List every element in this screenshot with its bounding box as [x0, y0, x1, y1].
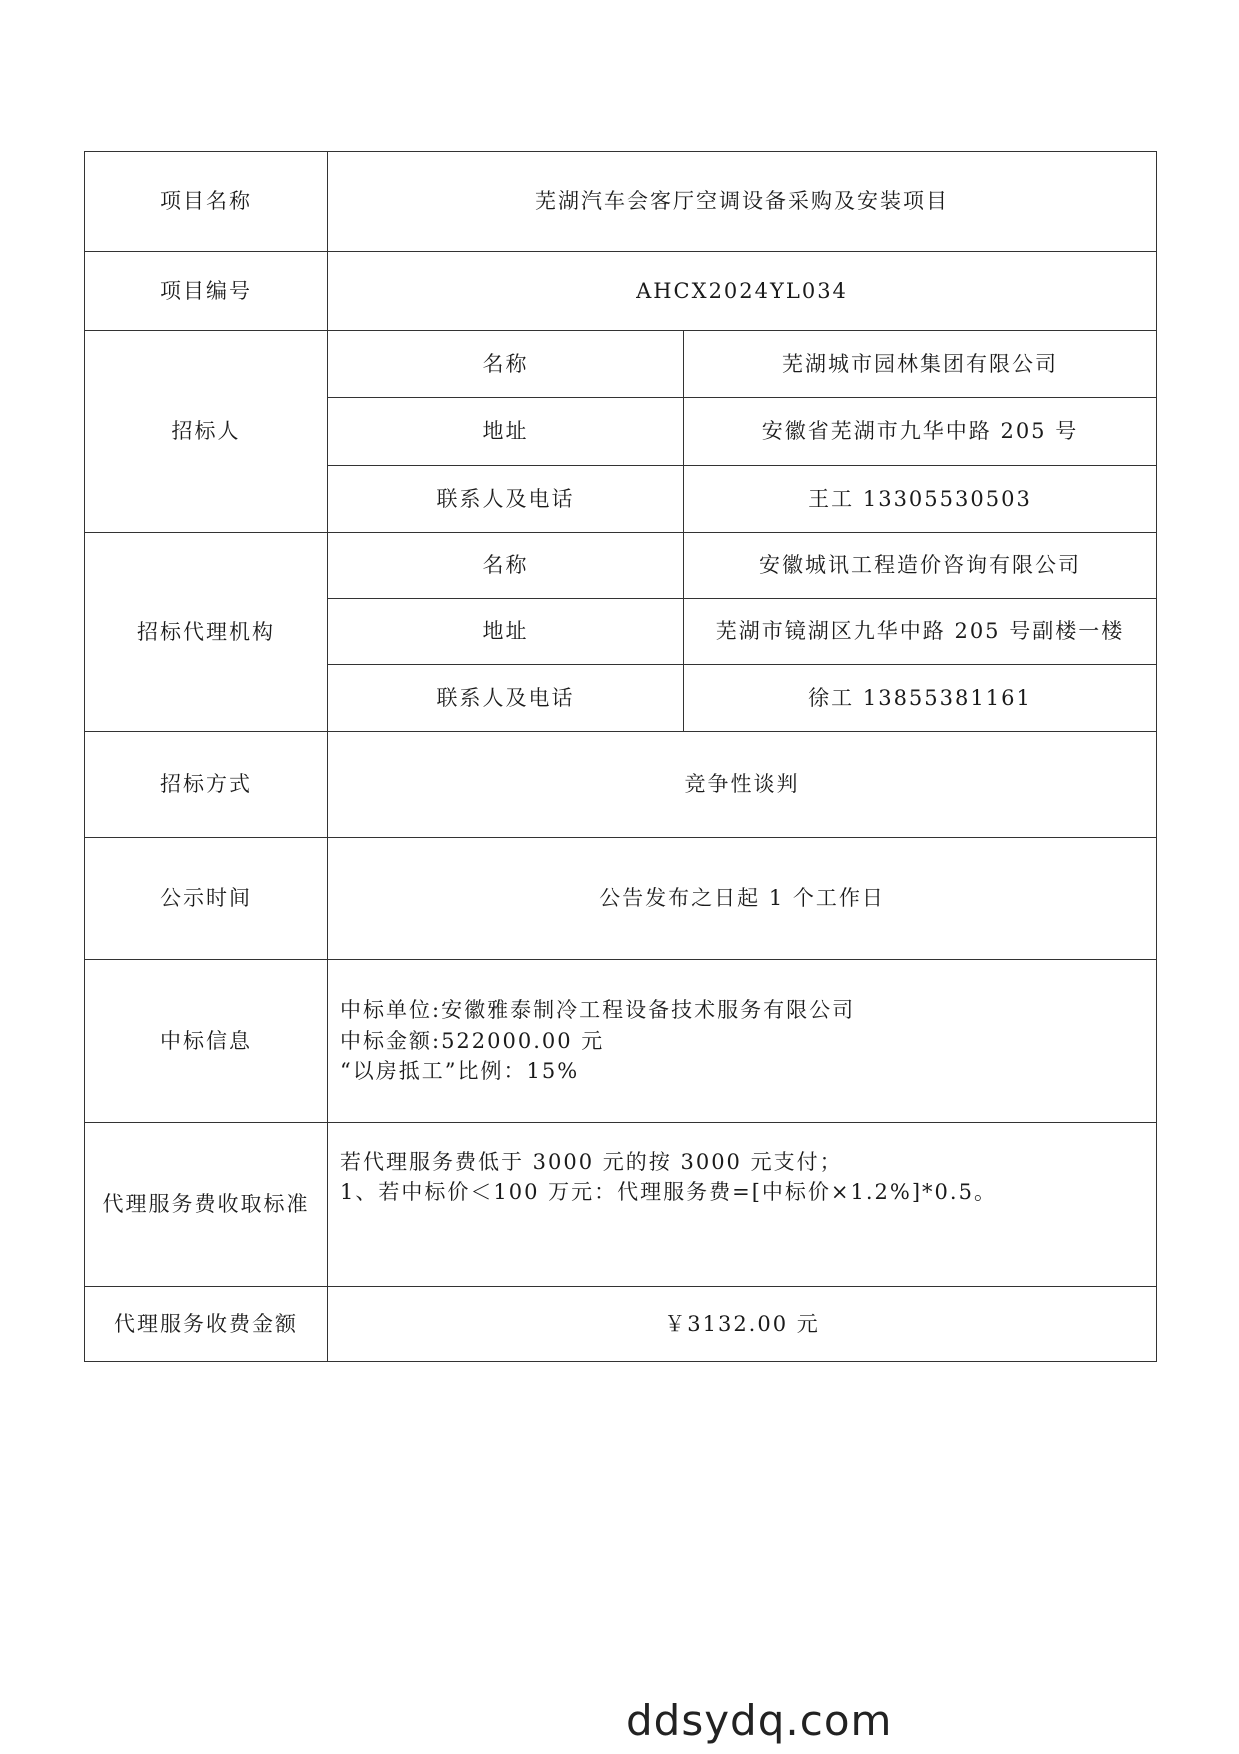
- row-fee-standard: [85, 1123, 1157, 1287]
- method-value: 竞争性谈判: [328, 732, 1157, 838]
- row-method: [85, 732, 1157, 838]
- agency-name-value: 安徽城讯工程造价咨询有限公司: [684, 533, 1157, 599]
- tenderer-contact-value: 王工 13305530503: [684, 466, 1157, 533]
- row-tenderer-name: [85, 331, 1157, 398]
- fee-standard-value: [328, 1123, 1157, 1287]
- winning-ratio: “以房抵工”比例：15%: [340, 1059, 580, 1084]
- row-fee-amount: [85, 1287, 1157, 1362]
- fee-amount-label: 代理服务收费金额: [85, 1287, 328, 1362]
- fee-standard-line-1: 若代理服务费低于 3000 元的按 3000 元支付；: [340, 1150, 843, 1174]
- watermark: ddsydq.com: [626, 1696, 893, 1745]
- row-publicity: [85, 838, 1157, 960]
- winning-unit: 中标单位:安徽雅泰制冷工程设备技术服务有限公司: [340, 998, 856, 1023]
- fee-amount-value: ￥3132.00 元: [328, 1287, 1157, 1362]
- method-label: 招标方式: [85, 732, 328, 838]
- winning-amount: 中标金额:522000.00 元: [340, 1028, 605, 1053]
- tenderer-address-value: 安徽省芜湖市九华中路 205 号: [684, 398, 1157, 466]
- tenderer-address-label: 地址: [328, 398, 684, 466]
- tenderer-name-label: 名称: [328, 331, 684, 398]
- winning-value: [328, 960, 1157, 1123]
- publicity-label: 公示时间: [85, 838, 328, 960]
- tenderer-contact-label: 联系人及电话: [328, 466, 684, 533]
- agency-address-value: 芜湖市镜湖区九华中路 205 号副楼一楼: [684, 599, 1157, 665]
- row-project-code: [85, 252, 1157, 331]
- fee-standard-label: 代理服务费收取标准: [85, 1123, 328, 1287]
- fee-standard-line-2: 1、若中标价＜100 万元：代理服务费=[中标价×1.2%]*0.5。: [340, 1180, 997, 1205]
- tenderer-name-value: 芜湖城市园林集团有限公司: [684, 331, 1157, 398]
- project-code-label: 项目编号: [85, 252, 328, 331]
- tenderer-label: 招标人: [85, 331, 328, 533]
- project-name-label: 项目名称: [85, 152, 328, 252]
- project-name-value: 芜湖汽车会客厅空调设备采购及安装项目: [328, 152, 1157, 252]
- row-winning: [85, 960, 1157, 1123]
- agency-name-label: 名称: [328, 533, 684, 599]
- winning-label: 中标信息: [85, 960, 328, 1123]
- agency-contact-label: 联系人及电话: [328, 665, 684, 732]
- agency-contact-value: 徐工 13855381161: [684, 665, 1157, 732]
- project-code-value: AHCX2024YL034: [328, 252, 1157, 331]
- agency-label: 招标代理机构: [85, 533, 328, 732]
- row-agency-name: [85, 533, 1157, 599]
- row-project-name: [85, 152, 1157, 252]
- notice-table: [84, 151, 1157, 1362]
- agency-address-label: 地址: [328, 599, 684, 665]
- publicity-value: 公告发布之日起 1 个工作日: [328, 838, 1157, 960]
